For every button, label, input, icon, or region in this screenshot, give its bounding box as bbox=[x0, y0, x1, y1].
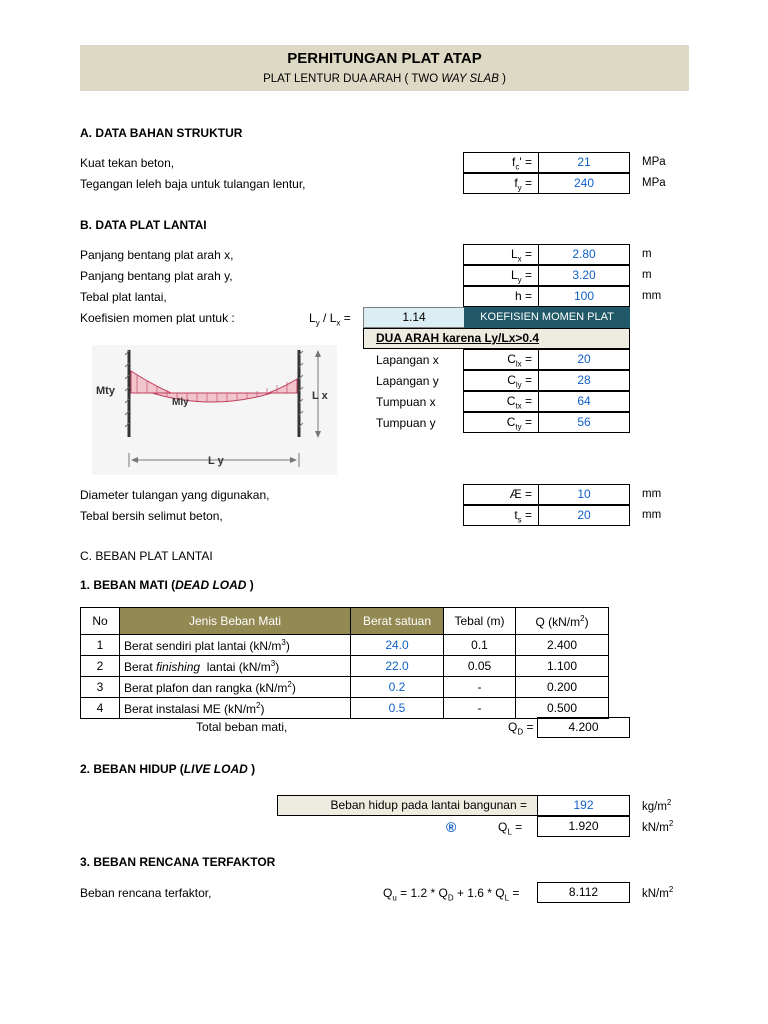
sym-sub: lx bbox=[515, 359, 522, 369]
table-row bbox=[81, 635, 609, 656]
label-clx: Lapangan x bbox=[376, 353, 439, 367]
value-qd: 4.200 bbox=[537, 717, 630, 738]
section-c-heading: C. BEBAN PLAT LANTAI bbox=[80, 549, 213, 563]
value-diameter[interactable]: 10 bbox=[538, 484, 630, 505]
th-q-text: Q (kN/m bbox=[535, 614, 581, 629]
label-fy: Tegangan leleh baja untuk tulangan lentur, bbox=[80, 177, 306, 191]
label-cover: Tebal bersih selimut beton, bbox=[80, 509, 223, 523]
symbol-lx bbox=[463, 244, 539, 265]
unit-qu: $kN/m^2$ bbox=[642, 885, 674, 900]
cell-no: 1 bbox=[81, 635, 120, 656]
sym-suffix: = bbox=[521, 268, 532, 282]
live-load-label: Beban hidup pada lantai bangunan = bbox=[277, 795, 538, 816]
sym-text: C bbox=[506, 394, 516, 408]
sym-sub: c bbox=[515, 162, 520, 172]
symbol-h bbox=[463, 286, 539, 307]
th-tebal: Tebal (m) bbox=[444, 608, 516, 635]
page-subtitle bbox=[80, 73, 689, 85]
sym-text: f bbox=[514, 176, 518, 190]
ql-sub: L bbox=[507, 827, 512, 837]
cell-q: 0.200 bbox=[516, 677, 609, 698]
th-no: No bbox=[81, 608, 120, 635]
symbol-ql: $Q_L$ = bbox=[498, 820, 523, 837]
symbol-cly: $C_{ly}$ = bbox=[463, 370, 539, 391]
cell-q: 2.400 bbox=[516, 635, 609, 656]
live-heading-suffix: ) bbox=[247, 762, 256, 776]
dead-load-table bbox=[80, 607, 609, 719]
jenis-sup: 3 bbox=[270, 658, 276, 668]
sym-text: h bbox=[514, 289, 522, 303]
dead-heading-prefix: 1. BEBAN MATI ( bbox=[80, 578, 176, 592]
sym-sub: s bbox=[517, 515, 522, 525]
unit-fy: MPa bbox=[642, 177, 666, 189]
dua-arah-text: DUA ARAH karena Ly/Lx>0.4 bbox=[376, 331, 540, 345]
label-h: Tebal plat lantai, bbox=[80, 290, 167, 304]
cell-berat[interactable]: 0.2 bbox=[351, 677, 444, 698]
symbol-ly bbox=[463, 265, 539, 286]
symbol-fy bbox=[463, 173, 539, 194]
ratio-sub-b: x bbox=[336, 318, 341, 328]
value-ly[interactable]: 3.20 bbox=[538, 265, 630, 286]
cell-q: 0.500 bbox=[516, 698, 609, 719]
jenis-text: Berat sendiri plat lantai (kN/m bbox=[124, 638, 282, 653]
label-lx: Panjang bentang plat arah x, bbox=[80, 248, 234, 262]
unit-live-load: $kg/m^2$ bbox=[642, 798, 672, 813]
cell-no: 2 bbox=[81, 656, 120, 677]
factored-heading: 3. BEBAN RENCANA TERFAKTOR bbox=[80, 855, 276, 869]
cell-q: 1.100 bbox=[516, 656, 609, 677]
cell-jenis: Berat instalasi ME $(kN/m^2)$ bbox=[120, 698, 351, 719]
value-fy[interactable]: 240 bbox=[538, 173, 630, 194]
label-mly: Mly bbox=[172, 397, 189, 408]
cell-jenis: Berat sendiri plat lantai $(kN/m^3)$ bbox=[120, 635, 351, 656]
value-h[interactable]: 100 bbox=[538, 286, 630, 307]
ratio-a: L bbox=[309, 311, 316, 325]
symbol-cty: $C_{ty}$ = bbox=[463, 412, 539, 433]
table-header-row bbox=[81, 608, 609, 635]
dead-load-heading bbox=[80, 578, 254, 592]
sym-text: L bbox=[510, 268, 518, 282]
sym-sub: y bbox=[517, 275, 522, 285]
label-mty: Mty bbox=[96, 385, 115, 397]
jenis-text: Berat instalasi ME (kN/m bbox=[124, 701, 257, 716]
th-q: Q $(kN/m^2)$ bbox=[516, 608, 609, 635]
live-heading-italic: LIVE LOAD bbox=[183, 762, 248, 776]
label-lx-dim: L x bbox=[312, 390, 328, 402]
value-live-load[interactable]: 192 bbox=[537, 795, 630, 816]
sym-sub: tx bbox=[515, 401, 522, 411]
table-row bbox=[81, 656, 609, 677]
value-cover[interactable]: 20 bbox=[538, 505, 630, 526]
cell-no: 3 bbox=[81, 677, 120, 698]
label-factored: Beban rencana terfaktor, bbox=[80, 886, 212, 900]
value-qu: 8.112 bbox=[537, 882, 630, 903]
value-ctx[interactable]: 64 bbox=[538, 391, 630, 412]
cell-jenis: Berat finishing lantai $(kN/m^3)$ bbox=[120, 656, 351, 677]
label-diameter: Diameter tulangan yang digunakan, bbox=[80, 488, 270, 502]
th-jenis: Jenis Beban Mati bbox=[120, 608, 351, 635]
registered-icon: ® bbox=[446, 819, 457, 835]
cell-berat[interactable]: 24.0 bbox=[351, 635, 444, 656]
subtitle-prefix: PLAT LENTUR DUA ARAH ( TWO bbox=[263, 73, 442, 85]
value-cty[interactable]: 56 bbox=[538, 412, 630, 433]
page-title: PERHITUNGAN PLAT ATAP bbox=[287, 50, 482, 67]
jenis-italic: finishing bbox=[156, 659, 201, 674]
sym-suffix: = bbox=[521, 176, 532, 190]
qu-unit-text: kN/m bbox=[642, 887, 669, 900]
unit-ql: $kN/m^2$ bbox=[642, 819, 674, 834]
value-cly[interactable]: 28 bbox=[538, 370, 630, 391]
label-fc: Kuat tekan beton, bbox=[80, 156, 175, 170]
label-ly-dim: L y bbox=[208, 455, 224, 467]
cell-berat[interactable]: 22.0 bbox=[351, 656, 444, 677]
section-b-heading: B. DATA PLAT LANTAI bbox=[80, 218, 207, 232]
sym-text: C bbox=[506, 415, 516, 429]
cell-no: 4 bbox=[81, 698, 120, 719]
label-ctx: Tumpuan x bbox=[376, 395, 436, 409]
jenis-text: Berat bbox=[124, 659, 157, 674]
live-load-heading bbox=[80, 762, 255, 776]
sym-text: f bbox=[512, 155, 516, 169]
symbol-diameter: Æ = bbox=[463, 484, 539, 505]
cell-berat[interactable]: 0.5 bbox=[351, 698, 444, 719]
sym-suffix: = bbox=[521, 247, 532, 261]
subtitle-suffix: ) bbox=[498, 73, 506, 85]
cell-tebal: 0.05 bbox=[444, 656, 516, 677]
sym-sub: y bbox=[517, 183, 522, 193]
jenis-sup: 2 bbox=[287, 679, 292, 689]
ratio-mid: / L bbox=[319, 311, 337, 325]
symbol-ctx: $C_{tx}$ = bbox=[463, 391, 539, 412]
symbol-cover: $t_s$ = bbox=[463, 505, 539, 526]
cell-tebal: - bbox=[444, 698, 516, 719]
dua-arah-note bbox=[363, 328, 630, 349]
symbol-qd: $Q_D$ = bbox=[508, 720, 534, 737]
subtitle-italic: WAY SLAB bbox=[441, 73, 499, 85]
cell-tebal: 0.1 bbox=[444, 635, 516, 656]
jenis-post: lantai (kN/m bbox=[200, 659, 271, 674]
ratio-sub-a: y bbox=[315, 318, 320, 328]
table-row bbox=[81, 698, 609, 719]
koefisien-momen-button[interactable]: KOEFISIEN MOMEN PLAT bbox=[464, 307, 630, 328]
cell-jenis: Berat plafon dan rangka $(kN/m^2)$ bbox=[120, 677, 351, 698]
ql-unit-text: kN/m bbox=[642, 821, 669, 834]
sym-text: t bbox=[514, 508, 518, 522]
cell-tebal: - bbox=[444, 677, 516, 698]
jenis-sup: 2 bbox=[256, 700, 261, 710]
sym-suffix: ' = bbox=[519, 155, 532, 169]
symbol-fc bbox=[463, 152, 539, 173]
jenis-sup: 3 bbox=[281, 637, 286, 647]
value-fc[interactable]: 21 bbox=[538, 152, 630, 173]
label-ly: Panjang bentang plat arah y, bbox=[80, 269, 233, 283]
unit-diameter: mm bbox=[642, 488, 662, 500]
sym-text: L bbox=[510, 247, 518, 261]
sym-sub: x bbox=[517, 254, 522, 264]
moment-diagram bbox=[92, 345, 337, 475]
live-heading-prefix: 2. BEBAN HIDUP ( bbox=[80, 762, 184, 776]
section-a-heading: A. DATA BAHAN STRUKTUR bbox=[80, 126, 243, 140]
unit-cover: mm bbox=[642, 509, 662, 521]
sym-sub: ty bbox=[515, 422, 522, 432]
ratio-label bbox=[309, 311, 351, 327]
unit-lx: m bbox=[642, 248, 652, 260]
sym-text: Æ bbox=[509, 487, 522, 501]
dead-heading-suffix: ) bbox=[246, 578, 254, 592]
unit-fc: MPa bbox=[642, 156, 666, 168]
factored-formula: $Q_u = 1.2 * Q_D + 1.6 * Q_L$ = bbox=[383, 886, 520, 903]
sym-suffix: = bbox=[521, 289, 532, 303]
th-berat: Berat satuan bbox=[351, 608, 444, 635]
label-koef: Koefisien momen plat untuk : bbox=[80, 311, 235, 325]
qd-sym: Q bbox=[508, 720, 518, 734]
ql-sym: Q bbox=[498, 820, 508, 834]
unit-h: mm bbox=[642, 290, 662, 302]
jenis-text: Berat plafon dan rangka (kN/m bbox=[124, 680, 288, 695]
live-unit-text: kg/m bbox=[642, 800, 667, 813]
sym-text: C bbox=[507, 373, 516, 387]
qd-sub: D bbox=[517, 727, 524, 737]
value-lx[interactable]: 2.80 bbox=[538, 244, 630, 265]
value-ql: 1.920 bbox=[537, 816, 630, 837]
symbol-clx: $C_{lx}$ = bbox=[463, 349, 539, 370]
ratio-value: 1.14 bbox=[363, 307, 465, 328]
label-total-dead: Total beban mati, bbox=[196, 720, 288, 734]
dead-heading-italic: DEAD LOAD bbox=[175, 578, 247, 592]
sym-text: C bbox=[507, 352, 516, 366]
value-clx[interactable]: 20 bbox=[538, 349, 630, 370]
sym-sub: ly bbox=[515, 380, 522, 390]
unit-ly: m bbox=[642, 269, 652, 281]
label-cly: Lapangan y bbox=[376, 374, 439, 388]
table-row bbox=[81, 677, 609, 698]
ratio-end: = bbox=[340, 311, 351, 325]
label-cty: Tumpuan y bbox=[376, 416, 436, 430]
